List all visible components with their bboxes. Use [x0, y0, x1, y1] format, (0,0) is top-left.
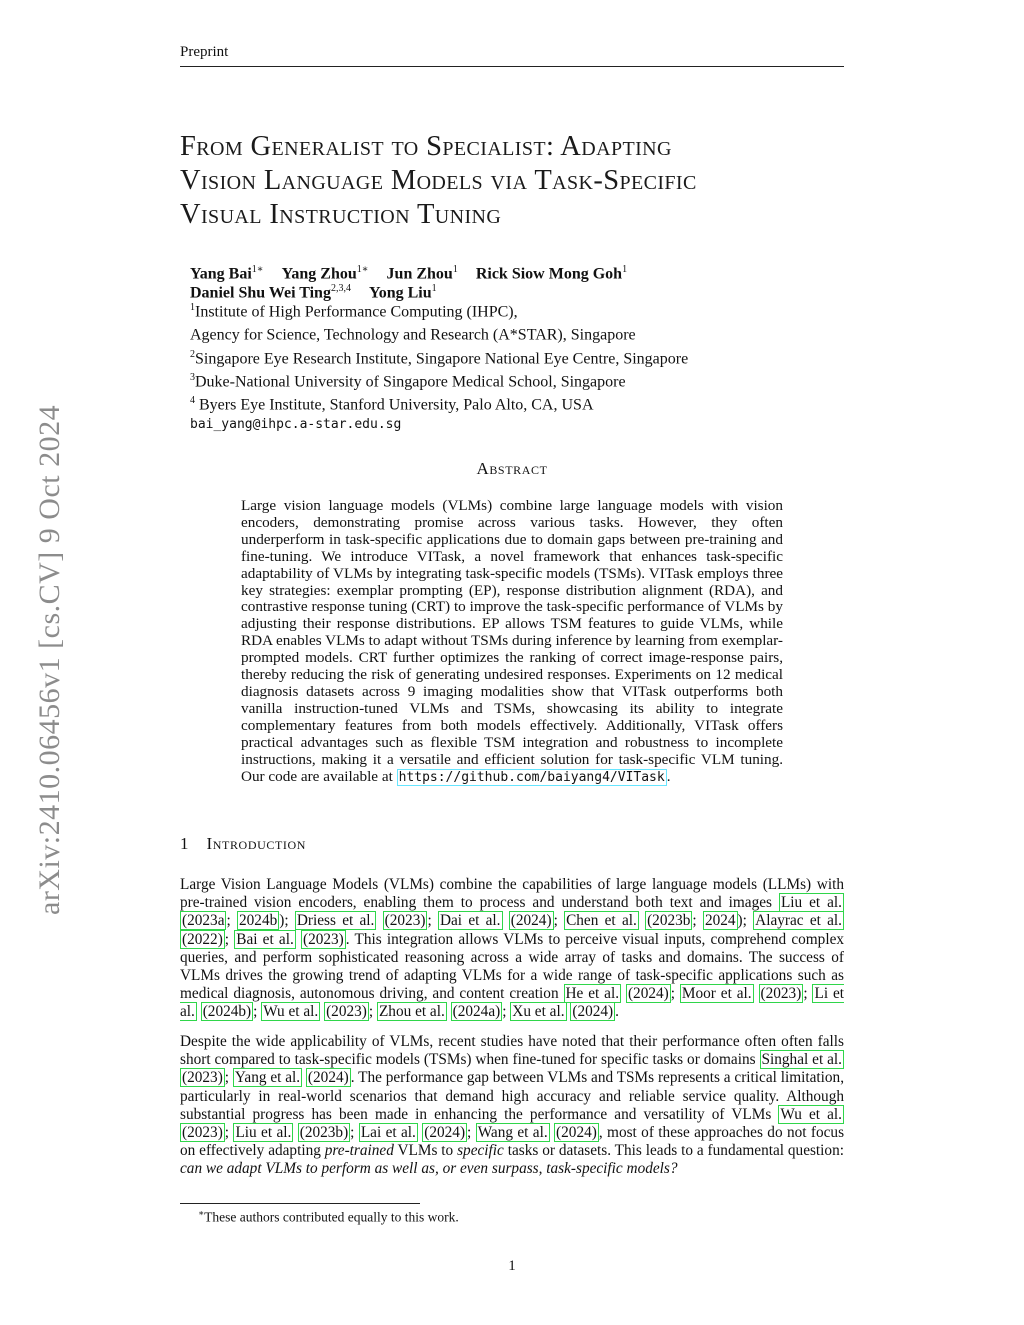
citation-link[interactable]: Lai et al.: [360, 1124, 416, 1142]
citation-link[interactable]: Alayrac et al.: [755, 912, 842, 930]
footnote-rule: [180, 1203, 420, 1204]
citation-link[interactable]: (2024a): [452, 1003, 501, 1021]
abstract-heading: Abstract: [476, 459, 548, 478]
citation-link[interactable]: (2024): [424, 1124, 466, 1142]
code-link[interactable]: https://github.com/baiyang4/VITask: [398, 769, 665, 785]
citation-link[interactable]: (2023): [182, 1069, 223, 1087]
affiliation: $^3$Duke-National University of Singapore Medical School, Singapore: [190, 371, 626, 391]
author-name: Yang Zhou: [281, 265, 357, 283]
citation-link[interactable]: 2024b: [239, 912, 278, 930]
citation-link[interactable]: Chen et al.: [566, 912, 637, 930]
author-name: Yong Liu: [368, 284, 432, 302]
arxiv-identifier: arXiv:2410.06456v1 [cs.CV] 9 Oct 2024: [33, 404, 66, 915]
citation-link[interactable]: Xu et al.: [512, 1003, 565, 1021]
citation-link[interactable]: (2022): [182, 930, 223, 948]
citation-link[interactable]: Wang et al.: [477, 1124, 548, 1142]
citation-link[interactable]: Driess et al.: [296, 912, 375, 930]
citation-link[interactable]: (2023b: [647, 912, 691, 930]
citation-link[interactable]: Liu et al.: [235, 1124, 292, 1142]
citation-link[interactable]: (2024): [556, 1124, 597, 1142]
author-name: Jun Zhou: [386, 265, 453, 283]
section-number: 1: [180, 834, 189, 853]
title-line: Vision Language Models via Task-Specific: [180, 165, 697, 196]
citation-link[interactable]: (2023): [182, 1124, 223, 1142]
author-mark: 1∗: [251, 264, 264, 275]
citation-link[interactable]: Wu et al.: [263, 1003, 319, 1021]
author-mark: 1: [452, 264, 458, 275]
citation-link[interactable]: (2023b): [299, 1124, 349, 1142]
author-mark: 2,3,4: [330, 283, 351, 294]
affiliations: [190, 298, 830, 434]
paper-title: [180, 130, 844, 232]
citation-link[interactable]: Singhal et al.: [761, 1051, 842, 1069]
citation-link[interactable]: (2024): [307, 1069, 349, 1087]
citation-link[interactable]: He et al.: [565, 985, 620, 1003]
citation-link[interactable]: (2023): [384, 912, 426, 930]
page-number: 1: [508, 1258, 516, 1274]
citation-link[interactable]: Liu et al.: [780, 894, 843, 912]
citation-link[interactable]: Li et al.: [180, 985, 845, 1021]
contact-email[interactable]: bai_yang@ihpc.a-star.edu.sg: [190, 416, 402, 432]
affiliation: $^4$ Byers Eye Institute, Stanford University, Palo Alto, CA, USA: [190, 395, 594, 414]
abstract-body: Large vision language models (VLMs) combine large language models with vision encoders, demonstrating promise across various tasks. However, they often underperform in task-specific applications due to domain gaps between pre-training and fine-tuning. We introduce VITask, a novel framework that enhances task-specific adaptability of VLMs by integrating task-specific models (TSMs). VITask employs three key strategies: exemplar prompting (EP), response distribution alignment (RDA), and contrastive response tuning (CRT) to improve the task-specific performance of VLMs by adjusting their response distributions. EP allows TSM features to guide VLMs, while RDA enables VLMs to adapt without TSMs during inference by learning from exemplar-prompted models. CRT further optimizes the ranking of correct image-response pairs, thereby reducing the risk of generating undesired responses. Experiments on 12 medical diagnosis datasets across 9 imaging modalities show that VITask outperforms both vanilla instruction-tuned VLMs and TSMs, showcasing its ability to integrate complementary features from both models effectively. Additionally, VITask offers practical advantages such as flexible TSM integration and robustness to incomplete instructions, making it a versatile and efficient solution for task-specific VLM tuning. Our code are available at https://github.com/baiyang4/VITask .: [241, 497, 783, 785]
citation-link[interactable]: Dai et al.: [439, 912, 501, 930]
citation-link[interactable]: Wu et al.: [780, 1105, 842, 1123]
citation-link[interactable]: (2024): [572, 1003, 614, 1021]
citation-link[interactable]: Zhou et al.: [378, 1003, 445, 1021]
author-mark: 1∗: [356, 264, 369, 275]
author-mark: 1: [431, 283, 437, 294]
citation-link[interactable]: (2023a: [182, 912, 225, 930]
citation-link[interactable]: (2023): [326, 1003, 367, 1021]
running-header: Preprint: [180, 44, 229, 60]
citation-link[interactable]: Moor et al.: [681, 985, 752, 1003]
citation-link[interactable]: (2024): [627, 985, 669, 1003]
section-title: Introduction: [206, 834, 307, 853]
citation-link[interactable]: Bai et al.: [236, 930, 294, 948]
section-heading-introduction: [180, 834, 306, 854]
author-name: Yang Bai: [190, 265, 252, 283]
intro-paragraph-2: Despite the wide applicability of VLMs, recent studies have noted that their performance often often falls short compared to task-specific models (TSMs) when fine-tuned for specific tasks or domains Singhal et al. (2023) ; Yang et al. (2024) . The performance gap between VLMs and TSMs represents a critical limitation, particularly in real-world scenarios that demand high accuracy and reliable service quality. Although substantial progress has been made in enhancing the performance and versatility of VLMs Wu et al. (2023) ; Liu et al. (2023b) ; Lai et al. (2024) ; Wang et al. (2024) , most of these approaches do not focus on effectively adapting pre-trained VLMs to specific tasks or datasets. This leads to a fundamental question: can we adapt VLMs to perform as well as, or even surpass, task-specific models?: [180, 1033, 845, 1178]
footnote: ∗These authors contributed equally to this work.: [198, 1208, 459, 1225]
affiliation: $^2$Singapore Eye Research Institute, Singapore National Eye Centre, Singapore: [190, 348, 689, 367]
header-rule: [180, 66, 844, 67]
author-mark: 1: [622, 264, 628, 275]
citation-link[interactable]: (2023): [760, 985, 802, 1003]
author-name: Rick Siow Mong Goh: [475, 265, 623, 283]
title-line: Visual Instruction Tuning: [180, 199, 502, 230]
footnote-mark: ∗: [198, 1208, 205, 1218]
affiliation: $^1$Institute of High Performance Computing (IHPC),: [190, 302, 518, 321]
intro-paragraph-1: Large Vision Language Models (VLMs) combine the capabilities of large language models (LLMs) with pre-trained vision encoders, enabling them to process and understand both text and images Liu et al. (2023a ; 2024b ); Driess et al. (2023) ; Dai et al. (2024) ; Chen et al. (2023b ; 2024 ); Alayrac et al. (2022) ; Bai et al. (2023) . This integration allows VLMs to perceive visual inputs, comprehend complex queries, and perform sophisticated reasoning across a wide array of tasks and domains. The success of VLMs drives the growing trend of adapting VLMs for a wide range of task-specific applications such as medical diagnosis, autonomous driving, and content creation He et al. (2024) ; Moor et al. (2023) ; Li et al. (2024b) ; Wu et al. (2023) ; Zhou et al. (2024a) ; Xu et al. (2024) .: [180, 876, 845, 1021]
citation-link[interactable]: (2023): [302, 930, 344, 948]
affiliation: Agency for Science, Technology and Research (A*STAR), Singapore: [190, 326, 636, 344]
citation-link[interactable]: (2024): [510, 912, 552, 930]
citation-link[interactable]: Yang et al.: [234, 1069, 301, 1087]
title-line: From Generalist to Specialist: Adapting: [180, 131, 672, 162]
citation-link[interactable]: (2024b): [202, 1003, 252, 1021]
author-name: Daniel Shu Wei Ting: [190, 284, 331, 302]
citation-link[interactable]: 2024: [704, 912, 736, 930]
